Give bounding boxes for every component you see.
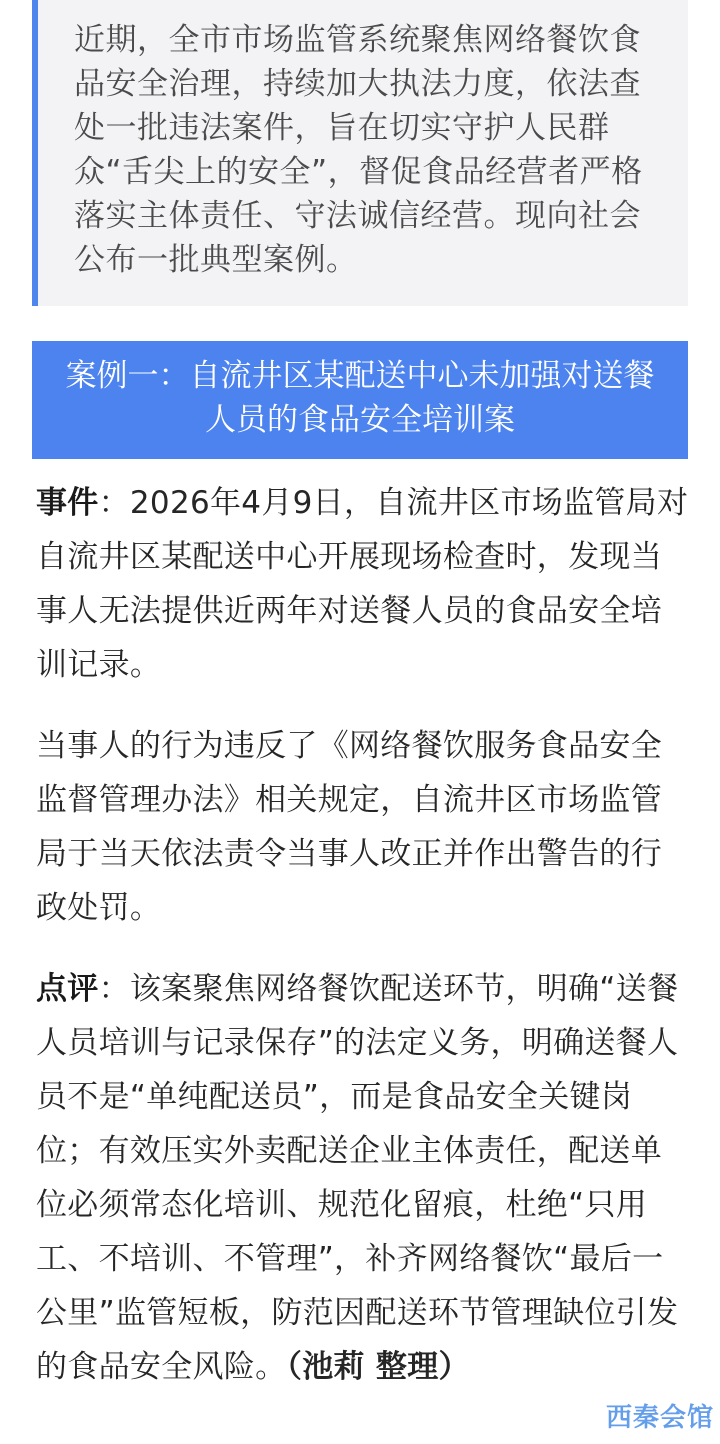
event-paragraph [36, 476, 692, 692]
comment-paragraph [36, 962, 692, 1394]
ruling-paragraph [36, 719, 692, 935]
event-label: 事件 [36, 485, 99, 521]
ruling-text: 当事人的行为违反了《网络餐饮服务食品安全监督管理办法》相关规定，自流井区市场监管局于当天依法责令当事人改正并作出警告的行政处罚。 [36, 728, 662, 926]
comment-text: ：该案聚焦网络餐饮配送环节，明确“送餐人员培训与记录保存”的法定义务，明确送餐人员不是“单纯配送员”，而是食品安全关键岗位；有效压实外卖配送企业主体责任，配送单位必须常态化培训、规范化留痕，杜绝“只用工、不培训、不管理”，补齐网络餐饮“最后一公里”监管短板，防范因配送环节管理缺位引发的食品安全风险。 [36, 971, 679, 1385]
intro-text: 近期，全市市场监管系统聚焦网络餐饮食品安全治理，持续加大执法力度，依法查处一批违法案件，旨在切实守护人民群众“舌尖上的安全”，督促食品经营者严格落实主体责任、守法诚信经营。现向社会公布一批典型案例。 [74, 22, 643, 278]
case-title-line-1: 案例一：自流井区某配送中心未加强对送餐 [65, 358, 655, 394]
case-title-banner [32, 341, 688, 459]
comment-label: 点评 [36, 971, 99, 1007]
site-watermark-logo: 西秦会馆 [605, 1403, 714, 1433]
case-title-line-2: 人员的食品安全培训案 [205, 402, 515, 438]
intro-quote-block [32, 0, 688, 306]
comment-byline: （池莉 整理） [286, 1349, 470, 1385]
event-text: ：2026年4月9日，自流井区市场监管局对自流井区某配送中心开展现场检查时，发现当事人无法提供近两年对送餐人员的食品安全培训记录。 [36, 485, 689, 683]
